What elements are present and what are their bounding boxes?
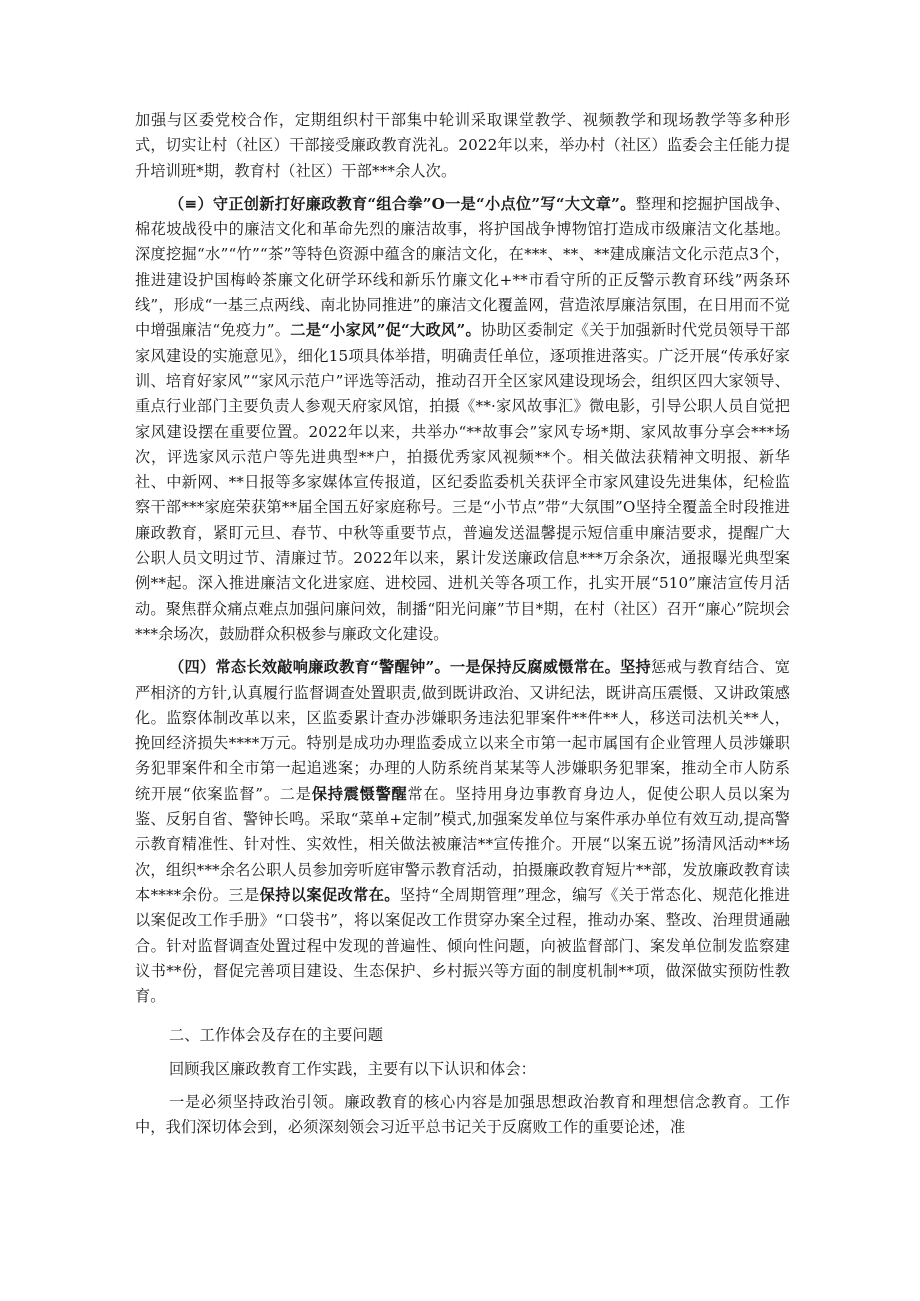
bold-phrase: 保持以案促改常在。 (259, 885, 400, 904)
paragraph-combination (135, 192, 790, 647)
paragraph-political: 一是必须坚持政治引领。廉政教育的核心内容是加强思想政治教育和理想信念教育。工作中，我们深切体会到，必须深刻领会习近平总书记关于反腐败工作的重要论述，准 (135, 1092, 790, 1137)
section-heading-4: （四）常态长效敲响廉政教育“警醒钟”。一是保持反腐威慑常在。坚持 (169, 658, 651, 677)
paragraph-text: 惩戒与教育结合、宽严相济的方针,认真履行监督调查处置职责,做到既讲政治、又讲纪法，既讲高压震慑、又讲政策感化。监察体制改革以来，区监委累计查办涉嫌职务违法犯罪案件**件**人，移送司法机关**人，挽回经济损失****万元。特别是成功办理监委成立以来全市第一起市属国有企业管理人员涉嫌职务犯罪案件和全市第一起追逃案；办理的人防系统肖某某等人涉嫌职务犯罪案，推动全市人防系统开展“依案监督”。二是 (135, 658, 790, 803)
paragraph-alarm (135, 655, 790, 1009)
paragraph-review: 回顾我区廉政教育工作实践，主要有以下认识和体会： (169, 1059, 536, 1078)
paragraph-training: 加强与区委党校合作，定期组织村干部集中轮训采取课堂教学、视频教学和现场教学等多种形式，切实让村（社区）干部接受廉政教育洗礼。2022年以来，举办村（社区）监委会主任能力提升培训班*期，教育村（社区）干部***余人次。 (135, 111, 790, 180)
bold-phrase: 保持震慑警醒 (311, 784, 408, 803)
bold-phrase: 二是“小家风”促“大政风”。 (290, 321, 481, 340)
paragraph-text: 坚持“全周期管理”理念，编写《关于常态化、规范化推进以案促改工作手册》“口袋书”，将以案促改工作贯穿办案全过程，推动办案、整改、治理贯通融合。针对监督调查处置过程中发现的普遍性、倾向性问题，向被监督部门、案发单位制发监察建议书**份，督促完善项目建设、生态保护、乡村振兴等方面的制度机制**项，做深做实预防性教育。 (135, 885, 790, 1006)
paragraph-text: 整理和挖掘护国战争、棉花坡战役中的廉洁文化和革命先烈的廉洁故事，将护国战争博物馆打造成市级廉洁文化基地。深度挖掘“水”“竹”“茶”等特色资源中蕴含的廉洁文化，在***、**、**建成廉洁文化示范点3个，推进建设护国梅岭茶廉文化研学环线和新乐竹廉文化+**市看守所的正反警示教育环线”两条环线”，形成“一基三点两线、南北协同推进”的廉洁文化覆盖网，营造浓厚廉洁氛围，在日用而不觉中增强廉洁“免疫力”。 (135, 194, 791, 340)
section-heading-2: 二、工作体会及存在的主要问题 (169, 1026, 384, 1045)
paragraph-text: 常在。坚持用身边事教育身边人，促使公职人员以案为鉴、反躬自省、警钟长鸣。采取“菜单+定制”模式,加强案发单位与案件承办单位有效互动,提高警示教育精准性、针对性、实效性，相关做法被廉洁**宣传推介。开展“以案五说”扬清风活动**场次，组织***余名公职人员参加旁听庭审警示教育活动，拍摄廉政教育短片**部，发放廉政教育读本****余份。三是 (135, 784, 790, 904)
document-page (135, 108, 790, 1149)
paragraph-text: 协助区委制定《关于加强新时代党员领导干部家风建设的实施意见》，细化15项具体举措，明确责任单位，逐项推进落实。广泛开展“传承好家训、培育好家风”“家风示范户”评选等活动，推动召开全区家风建设现场会，组织区四大家领导、重点行业部门主要负责人参观天府家风馆，拍摄《**·家风故事汇》微电影，引导公职人员自觉把家风建设摆在重要位置。2022年以来，共举办“**故事会”家风专场*期、家风故事分享会***场次，评选家风示范户等先进典型**户，拍摄优秀家风视频**个。相关做法获精神文明报、新华社、中新网、**日报等多家媒体宣传报道，区纪委监委机关获评全市家风建设先进集体，纪检监察干部***家庭荣获第**届全国五好家庭称号。三是“小节点”带“大氛围”O坚持全覆盖全时段推进廉政教育，紧盯元旦、春节、中秋等重要节点，普遍发送温馨提示短信重申廉洁要求，提醒广大公职人员文明过节、清廉过节。2022年以来，累计发送廉政信息***万余条次，通报曝光典型案例**起。深入推进廉洁文化进家庭、进校园、进机关等各项工作，扎实开展“510”廉洁宣传月活动。聚焦群众痛点难点加强问廉问效，制播“阳光问廉”节目*期，在村（社区）召开“廉心”院坝会***余场次，鼓励群众积极参与廉政文化建设。 (135, 321, 790, 643)
section-heading-3: （≡）守正创新打好廉政教育“组合拳”O一是“小点位”写“大文章”。 (169, 194, 636, 213)
